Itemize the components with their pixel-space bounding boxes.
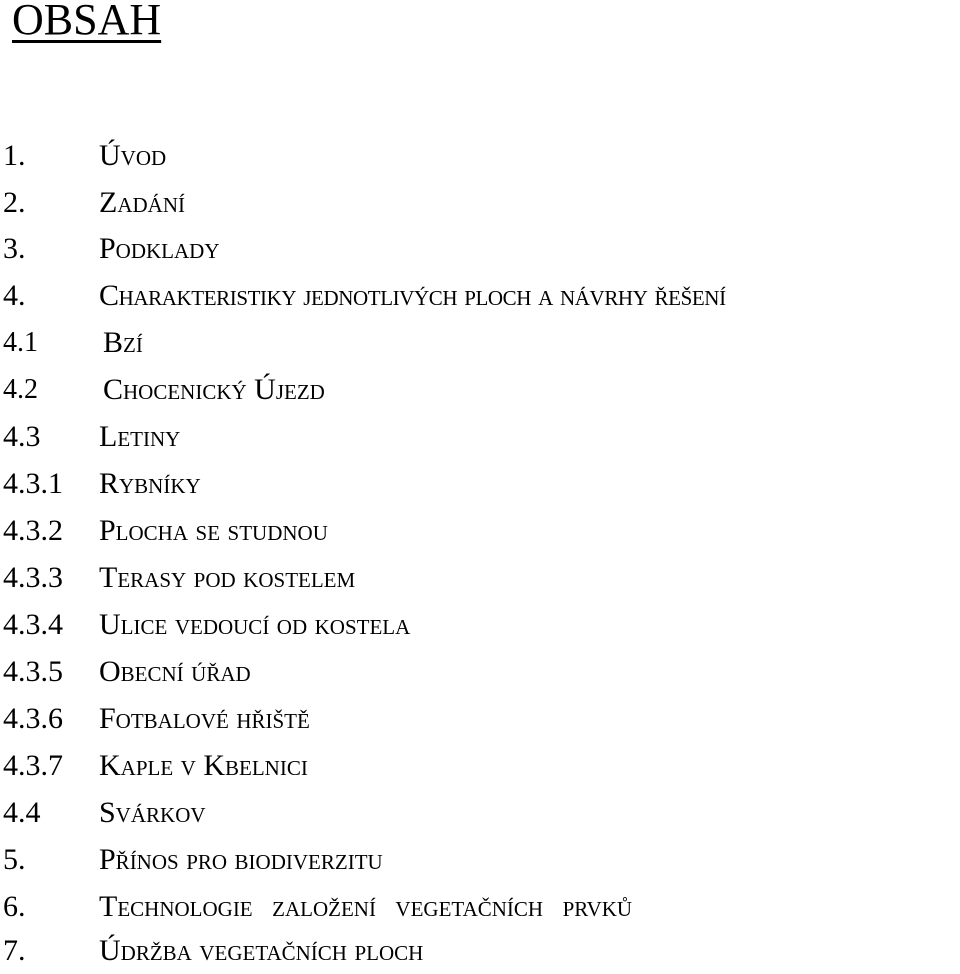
toc-entry-4-1	[0, 320, 960, 366]
toc-entry-number: 5.	[3, 843, 26, 876]
toc-entry-label: Rybníky	[99, 467, 201, 500]
toc-entry-number: 4.3.4	[3, 608, 63, 641]
toc-entry-number: 6.	[3, 890, 26, 923]
toc-entry-4-3-3	[0, 555, 960, 601]
toc-entry-4	[0, 273, 960, 319]
toc-entry-1	[0, 133, 960, 179]
toc-entry-label: Obecní úřad	[99, 655, 251, 688]
toc-entry-label: Podklady	[99, 232, 220, 265]
toc-entry-3	[0, 226, 960, 272]
toc-entry-4-3-5	[0, 649, 960, 695]
toc-entry-number: 4.2	[3, 374, 38, 405]
toc-entry-label: Technologie založení vegetačních prvků	[99, 890, 633, 923]
toc-entry-label: Letiny	[99, 420, 181, 453]
toc-entry-label: Bzí	[103, 326, 143, 359]
toc-entry-2	[0, 180, 960, 226]
toc-entry-4-3-1	[0, 461, 960, 507]
toc-entry-7	[0, 928, 960, 974]
toc-entry-4-3-2	[0, 508, 960, 554]
toc-entry-number: 4.1	[3, 327, 38, 358]
toc-entry-5	[0, 837, 960, 883]
toc-entry-label: Údržba vegetačních ploch	[99, 934, 424, 967]
toc-entry-number: 2.	[3, 186, 26, 219]
toc-entry-label: Svárkov	[99, 796, 206, 829]
toc-entry-number: 4.3.1	[3, 467, 63, 500]
toc-entry-4-2	[0, 367, 960, 413]
toc-entry-label: Fotbalové hřiště	[99, 702, 310, 735]
toc-entry-number: 4.3.5	[3, 655, 63, 688]
toc-entry-number: 4.3.2	[3, 514, 63, 547]
toc-entry-number: 4.3	[3, 420, 41, 453]
toc-entry-number: 1.	[3, 139, 26, 172]
toc-entry-4-3-4	[0, 602, 960, 648]
toc-entry-number: 4.3.7	[3, 749, 63, 782]
toc-entry-label: Úvod	[99, 139, 167, 172]
toc-entry-number: 4.4	[3, 796, 41, 829]
toc-entry-label: Kaple v Kbelnici	[99, 749, 308, 782]
toc-entry-label: Ulice vedoucí od kostela	[99, 608, 411, 641]
toc-entry-number: 4.	[3, 279, 26, 312]
toc-entry-number: 4.3.3	[3, 561, 63, 594]
toc-entry-number: 4.3.6	[3, 702, 63, 735]
toc-entry-6	[0, 884, 960, 930]
toc-entry-number: 3.	[3, 232, 26, 265]
document-title: OBSAH	[12, 0, 162, 44]
toc-entry-label: Terasy pod kostelem	[99, 561, 356, 594]
toc-entry-4-3	[0, 414, 960, 460]
toc-entry-label: Plocha se studnou	[99, 514, 328, 547]
toc-entry-label: Chocenický Újezd	[103, 373, 325, 406]
toc-entry-4-3-7	[0, 743, 960, 789]
toc-entry-4-3-6	[0, 696, 960, 742]
toc-entry-label: Přínos pro biodiverzitu	[99, 843, 383, 876]
toc-entry-label: Zadání	[99, 186, 185, 219]
toc-entry-4-4	[0, 790, 960, 836]
toc-entry-number: 7.	[3, 934, 26, 967]
toc-entry-label: Charakteristiky jednotlivých ploch a návrhy řešení	[99, 279, 726, 312]
